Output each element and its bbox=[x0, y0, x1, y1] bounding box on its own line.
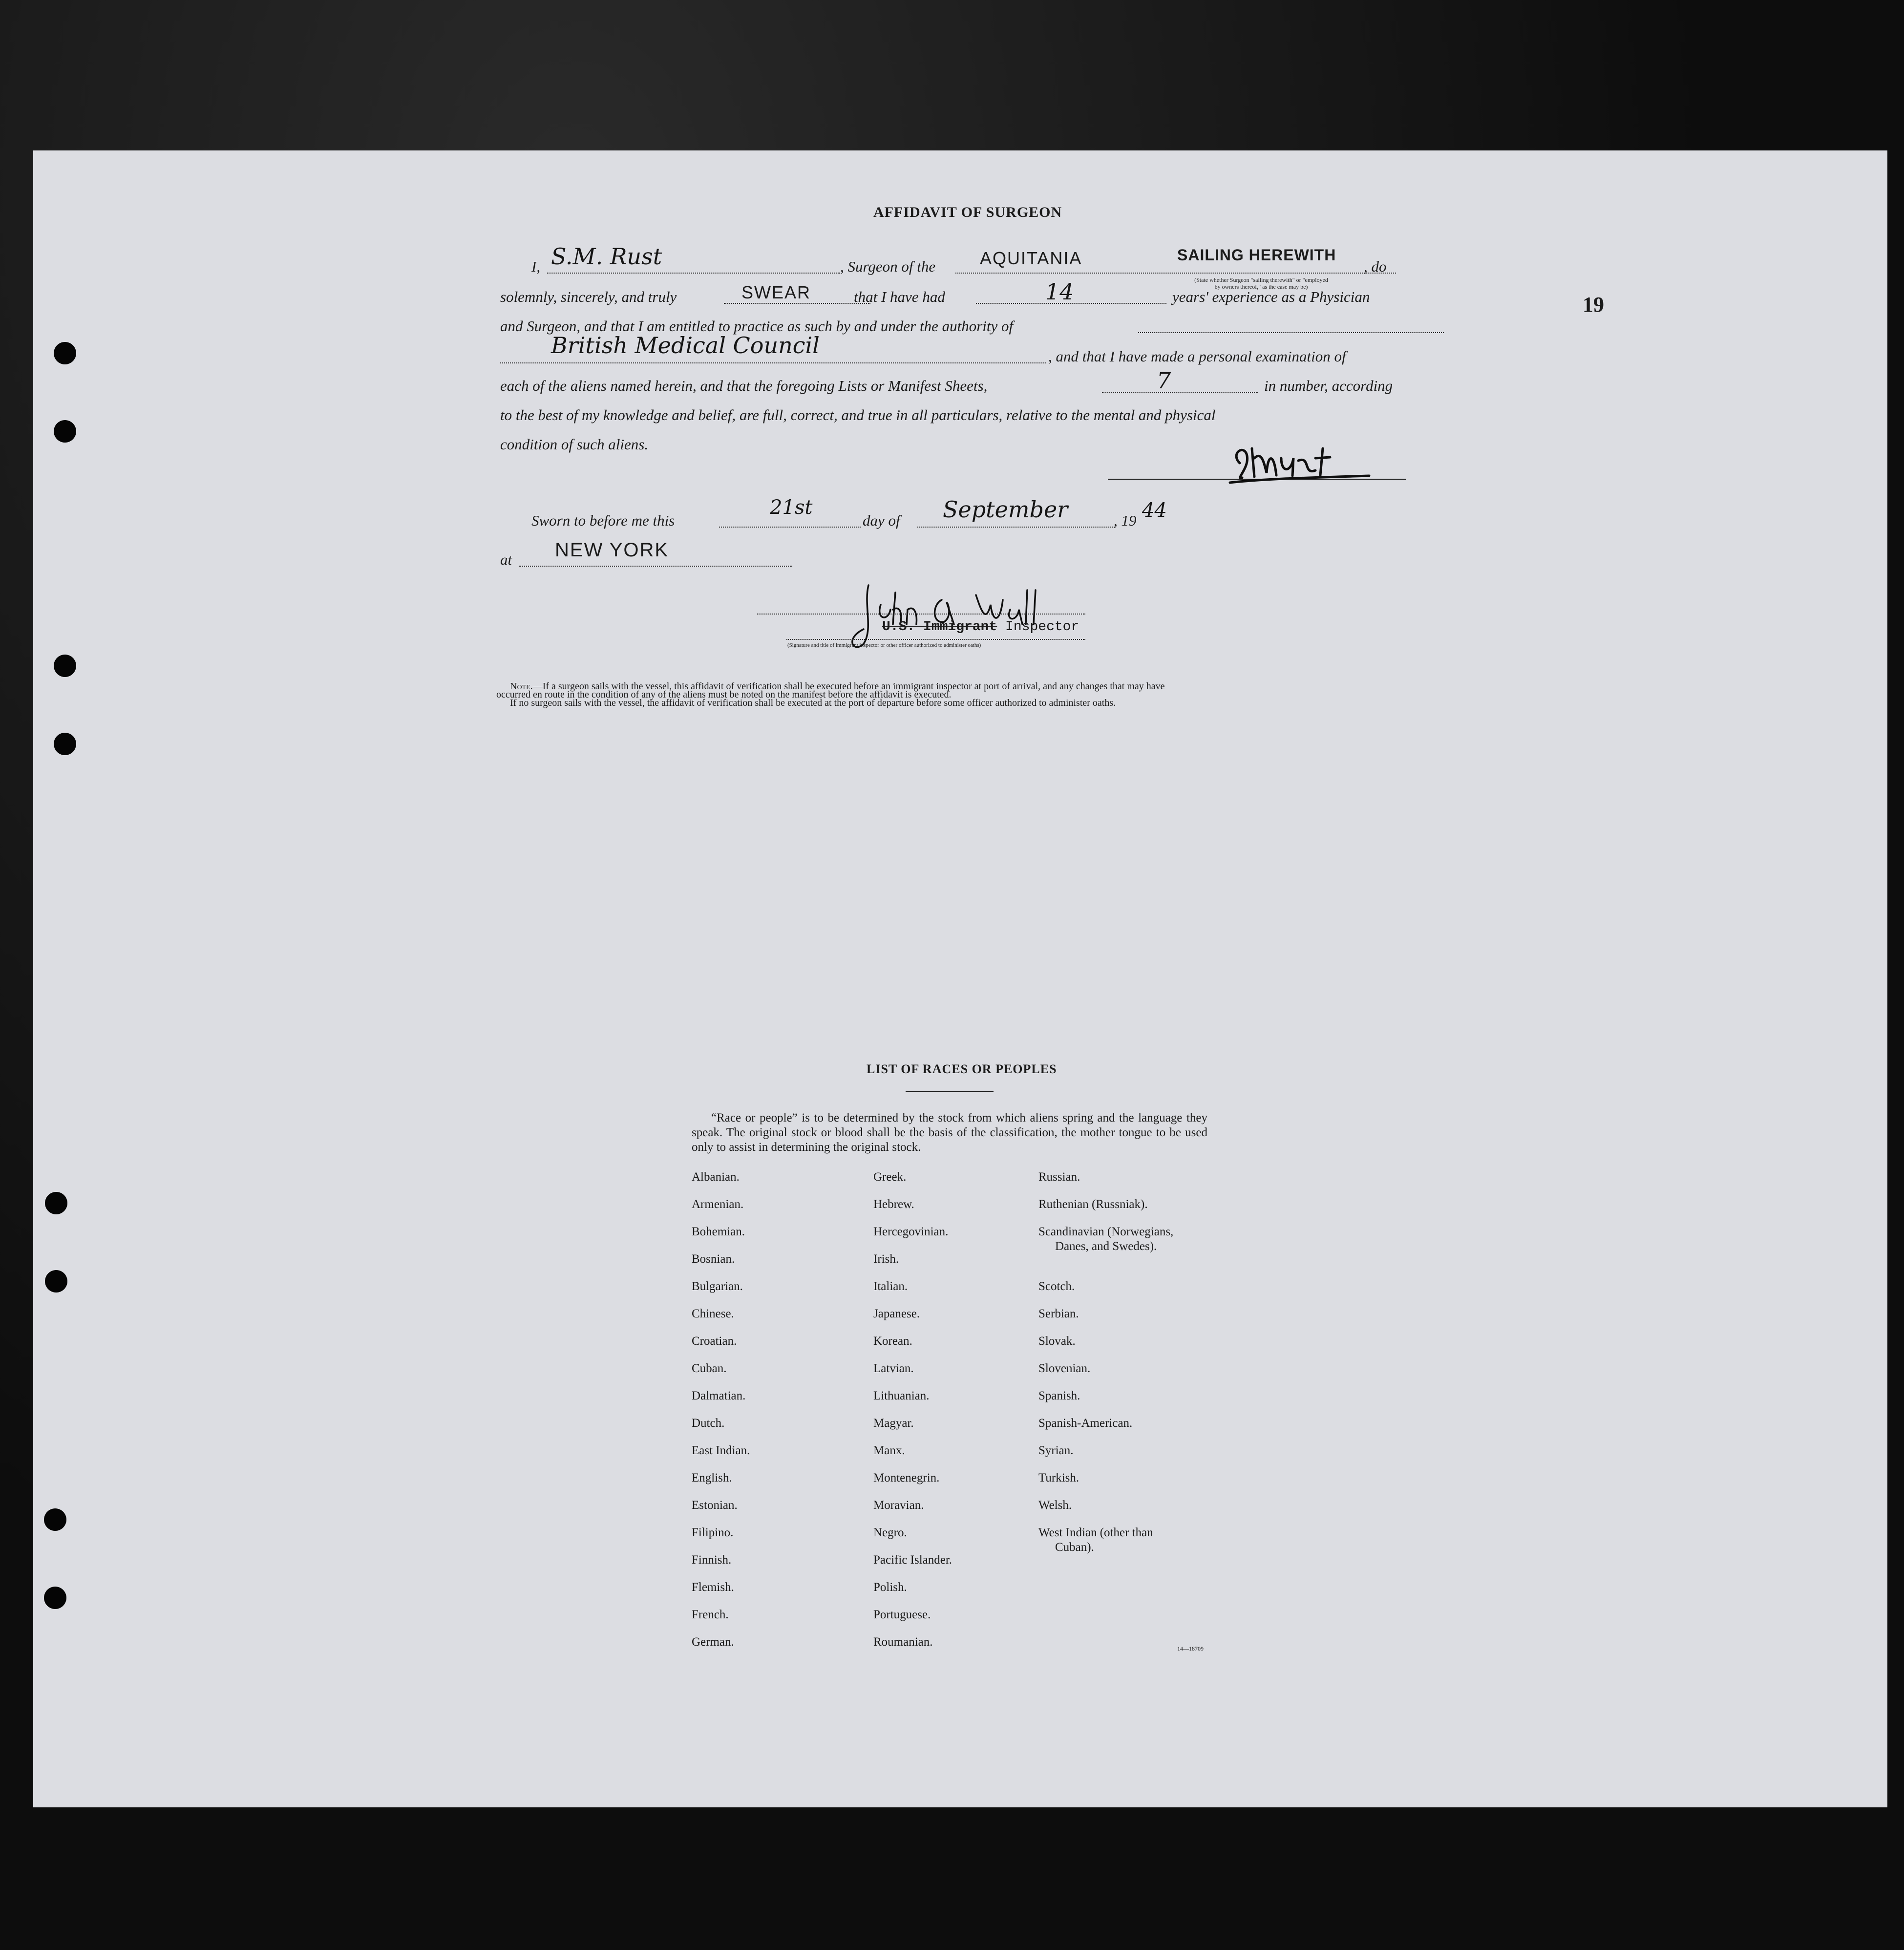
sheets-count: 7 bbox=[1157, 367, 1171, 394]
surgeon-status: SAILING HEREWITH bbox=[1177, 246, 1336, 264]
signature-caption: (Signature and title of immigrant inspector or other officer authorized to administer oaths) bbox=[787, 642, 981, 648]
race-item: Flemish. bbox=[692, 1581, 734, 1594]
races-intro: “Race or people” is to be determined by the stock from which aliens spring and the language they speak. The original stock or blood shall be the basis of the classification, the mother tongue to be used only to assist in determining the original stock. bbox=[692, 1111, 1207, 1154]
affidavit-text: solemnly, sincerely, and truly bbox=[500, 288, 677, 305]
affidavit-text: condition of such aliens. bbox=[500, 436, 649, 453]
race-item: Latvian. bbox=[873, 1362, 914, 1375]
surgeon-name: S.M. Rust bbox=[551, 243, 662, 270]
race-item: Spanish-American. bbox=[1038, 1417, 1133, 1430]
races-title-rule bbox=[906, 1091, 994, 1092]
race-item: Dutch. bbox=[692, 1417, 725, 1430]
binder-hole bbox=[54, 420, 76, 443]
race-item: Manx. bbox=[873, 1444, 905, 1457]
affidavit-text: , and that I have made a personal examination of bbox=[1048, 348, 1346, 365]
sworn-day: 21st bbox=[770, 496, 813, 519]
sworn-month: September bbox=[943, 496, 1068, 523]
affidavit-text: and Surgeon, and that I am entitled to practice as such by and under the authority of bbox=[500, 318, 1014, 335]
race-item: Spanish. bbox=[1038, 1389, 1080, 1402]
affidavit-text: that I have had bbox=[854, 288, 945, 305]
sheets-line bbox=[1102, 392, 1258, 393]
binder-hole bbox=[45, 1270, 67, 1293]
affidavit-text: , 19 bbox=[1114, 512, 1137, 529]
month-line bbox=[917, 527, 1115, 528]
page-number: 19 bbox=[1583, 293, 1604, 317]
race-item: Syrian. bbox=[1038, 1444, 1074, 1457]
day-line bbox=[719, 527, 861, 528]
race-item: Bosnian. bbox=[692, 1252, 735, 1266]
affidavit-text: day of bbox=[863, 512, 900, 529]
binder-hole bbox=[44, 1508, 66, 1531]
binder-hole bbox=[54, 733, 76, 755]
race-item: Polish. bbox=[873, 1581, 907, 1594]
affidavit-text: Sworn to before me this bbox=[531, 512, 675, 529]
note-line-3: If no surgeon sails with the vessel, the affidavit of verification shall be executed at the port of departure before some officer authorized to administer oaths. bbox=[510, 698, 1116, 708]
affidavit-text: each of the aliens named herein, and that the foregoing Lists or Manifest Sheets, bbox=[500, 377, 988, 394]
race-item: Chinese. bbox=[692, 1307, 734, 1320]
race-item: East Indian. bbox=[692, 1444, 750, 1457]
race-item: Dalmatian. bbox=[692, 1389, 746, 1402]
surgeon-signature bbox=[1225, 434, 1372, 492]
race-item: Irish. bbox=[873, 1252, 899, 1266]
place-line bbox=[519, 566, 792, 567]
binder-hole bbox=[54, 342, 76, 364]
authority-line-top bbox=[1138, 332, 1444, 333]
inspector-title bbox=[882, 619, 1079, 635]
race-item: Russian. bbox=[1038, 1170, 1080, 1184]
race-item: Italian. bbox=[873, 1280, 908, 1293]
race-item: German. bbox=[692, 1635, 734, 1649]
race-item: Cuban. bbox=[692, 1362, 727, 1375]
race-item: Croatian. bbox=[692, 1335, 737, 1348]
race-item: Danes, and Swedes). bbox=[1055, 1240, 1157, 1253]
race-item: Hebrew. bbox=[873, 1198, 914, 1211]
status-line bbox=[1157, 273, 1396, 274]
affidavit-text: in number, according bbox=[1264, 377, 1393, 394]
race-item: Slovak. bbox=[1038, 1335, 1076, 1348]
race-item: West Indian (other than bbox=[1038, 1526, 1153, 1539]
inspector-title-line bbox=[786, 639, 1085, 640]
form-number: 14—18709 bbox=[1177, 1645, 1204, 1652]
race-item: Hercegovinian. bbox=[873, 1225, 949, 1238]
race-item: Cuban). bbox=[1055, 1541, 1094, 1554]
affidavit-title: AFFIDAVIT OF SURGEON bbox=[873, 204, 1062, 220]
race-item: Magyar. bbox=[873, 1417, 914, 1430]
oath: SWEAR bbox=[741, 282, 811, 302]
race-item: Slovenian. bbox=[1038, 1362, 1091, 1375]
race-item: Scotch. bbox=[1038, 1280, 1075, 1293]
affidavit-text: years' experience as a Physician bbox=[1172, 288, 1370, 305]
binder-hole bbox=[54, 655, 76, 677]
race-item: English. bbox=[692, 1471, 732, 1484]
affidavit-text: to the best of my knowledge and belief, are full, correct, and true in all particulars, relative to the mental and physical bbox=[500, 406, 1216, 424]
race-item: Turkish. bbox=[1038, 1471, 1079, 1484]
note-label: Note. bbox=[510, 681, 533, 692]
years-experience: 14 bbox=[1045, 278, 1074, 305]
affidavit-text: I, bbox=[531, 258, 541, 275]
authority: British Medical Council bbox=[551, 332, 820, 359]
affidavit-text: , Surgeon of the bbox=[840, 258, 936, 275]
oath-line bbox=[724, 303, 870, 304]
sworn-year: 44 bbox=[1142, 499, 1167, 522]
race-item: Korean. bbox=[873, 1335, 912, 1348]
binder-hole bbox=[45, 1192, 67, 1214]
race-item: Albanian. bbox=[692, 1170, 740, 1184]
race-item: Lithuanian. bbox=[873, 1389, 930, 1402]
race-item: Moravian. bbox=[873, 1499, 924, 1512]
race-item: Greek. bbox=[873, 1170, 907, 1184]
race-item: Welsh. bbox=[1038, 1499, 1072, 1512]
race-item: Ruthenian (Russniak). bbox=[1038, 1198, 1148, 1211]
race-item: Filipino. bbox=[692, 1526, 734, 1539]
status-note: (State whether Surgeon "sailing therewith" or "employed by owners thereof," as the case may be) bbox=[1194, 276, 1328, 290]
race-item: Bohemian. bbox=[692, 1225, 745, 1238]
vessel-name: AQUITANIA bbox=[980, 248, 1082, 268]
race-item: Portuguese. bbox=[873, 1608, 931, 1621]
place: NEW YORK bbox=[555, 539, 669, 561]
race-item: Montenegrin. bbox=[873, 1471, 940, 1484]
race-item: Negro. bbox=[873, 1526, 907, 1539]
races-title: LIST OF RACES OR PEOPLES bbox=[867, 1062, 1057, 1076]
race-item: Serbian. bbox=[1038, 1307, 1079, 1320]
affidavit-text: at bbox=[500, 551, 512, 568]
authority-line bbox=[500, 362, 1046, 363]
inspector-title-text: Inspector bbox=[997, 619, 1079, 635]
note-line-2: occurred en route in the condition of any of the aliens must be noted on the manifest before the affidavit is executed. bbox=[496, 689, 952, 700]
race-item: Finnish. bbox=[692, 1553, 732, 1567]
race-item: Japanese. bbox=[873, 1307, 920, 1320]
race-item: Estonian. bbox=[692, 1499, 738, 1512]
affidavit-text: , do bbox=[1364, 258, 1387, 275]
manifest-page bbox=[33, 150, 1887, 1807]
race-item: Bulgarian. bbox=[692, 1280, 743, 1293]
binder-hole bbox=[44, 1587, 66, 1609]
note-line-1: —If a surgeon sails with the vessel, this affidavit of verification shall be executed before an immigrant inspector at port of arrival, and any changes that may have bbox=[532, 681, 1165, 692]
race-item: French. bbox=[692, 1608, 729, 1621]
inspector-title-struck: U.S. Immigrant bbox=[882, 619, 997, 635]
vessel-line bbox=[955, 273, 1185, 274]
race-item: Armenian. bbox=[692, 1198, 744, 1211]
race-item: Pacific Islander. bbox=[873, 1553, 952, 1567]
surgeon-name-line bbox=[547, 273, 840, 274]
affidavit-note bbox=[496, 681, 1449, 709]
race-item: Roumanian. bbox=[873, 1635, 933, 1649]
race-item: Scandinavian (Norwegians, bbox=[1038, 1225, 1174, 1238]
